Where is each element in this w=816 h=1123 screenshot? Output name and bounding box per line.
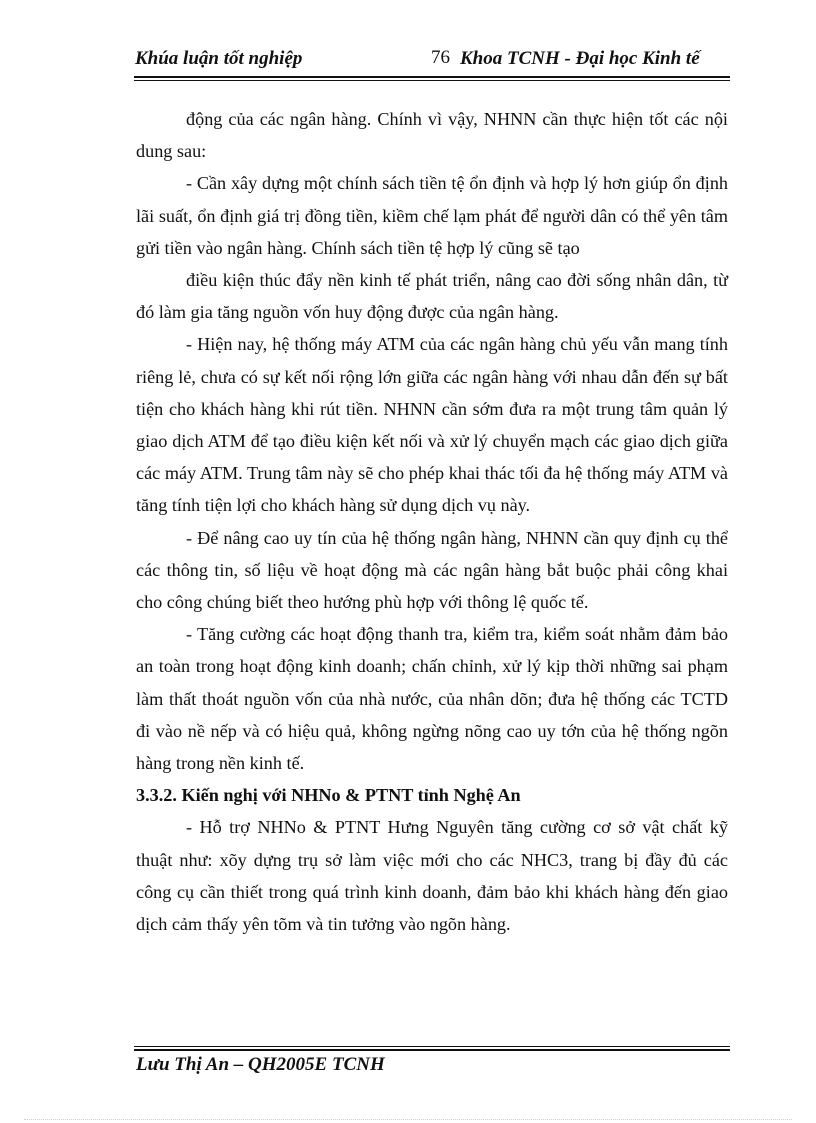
paragraph: điều kiện thúc đẩy nền kinh tế phát triển, nâng cao đời sống nhân dân, từ đó làm gia tăng nguồn vốn huy động được của ngân hàng.	[136, 270, 728, 323]
page-number: 76	[431, 47, 450, 68]
paragraph: - Để nâng cao uy tín của hệ thống ngân hàng, NHNN cần quy định cụ thể các thông tin, số liệu về hoạt động mà các ngân hàng bắt buộc phải công khai cho công chúng biết theo hướng phù hợp với thông lệ quốc tế.	[136, 527, 728, 613]
section-heading: 3.3.2. Kiến nghị với NHNo & PTNT tỉnh Nghệ An	[136, 785, 521, 806]
footer-rule-thick	[134, 1049, 730, 1051]
header-rule-thick	[134, 76, 730, 78]
header-thesis-title: Khúa luận tốt nghiệp	[135, 48, 303, 69]
paragraph: - Hiện nay, hệ thống máy ATM của các ngân hàng chủ yếu vẫn mang tính riêng lẻ, chưa có sự kết nối rộng lớn giữa các ngân hàng với nhau dẫn đến sự bất tiện cho khách hàng khi rút tiền. NHNN cần sớm đưa ra một trung tâm quản lý giao dịch ATM để tạo điều kiện kết nối và xử lý chuyển mạch các giao dịch giữa các máy ATM. Trung tâm này sẽ cho phép khai thác tối đa hệ thống máy ATM và tăng tính tiện lợi cho khách hàng sử dụng dịch vụ này.	[136, 334, 728, 516]
paragraph: - Cần xây dựng một chính sách tiền tệ ổn định và hợp lý hơn giúp ổn định lãi suất, ổn định giá trị đồng tiền, kiềm chế lạm phát để người dân có thể yên tâm gửi tiền vào ngân hàng. Chính sách tiền tệ hợp lý cũng sẽ tạo	[136, 173, 728, 258]
footer-rule-thin	[134, 1046, 730, 1047]
footer-author: Lưu Thị An – QH2005E TCNH	[136, 1054, 385, 1075]
header-rule-thin	[134, 80, 730, 81]
document-body	[136, 103, 728, 940]
paragraph: - Hỗ trợ NHNo & PTNT Hưng Nguyên tăng cường cơ sở vật chất kỹ thuật như: xõy dựng trụ sở làm việc mới cho các NHC3, trang bị đầy đủ các công cụ cần thiết trong quá trình kinh doanh, đảm bảo khi khách hàng đến giao dịch cảm thấy yên tõm và tin tưởng vào ngõn hàng.	[136, 817, 728, 935]
paragraph: - Tăng cường các hoạt động thanh tra, kiểm tra, kiểm soát nhằm đảm bảo an toàn trong hoạt động kinh doanh; chấn chỉnh, xử lý kịp thời những sai phạm làm thất thoát nguồn vốn của nhà nước, của nhân dõn; đưa hệ thống các TCTD đi vào nề nếp và có hiệu quả, không ngừng nõng cao uy tớn của hệ thống ngõn hàng trong nền kinh tế.	[136, 624, 728, 774]
header-faculty: Khoa TCNH - Đại học Kinh tế	[460, 48, 700, 69]
paragraph: động của các ngân hàng. Chính vì vậy, NHNN cần thực hiện tốt các nội dung sau:	[136, 109, 728, 162]
page-edge-divider	[24, 1119, 792, 1120]
page-header	[134, 46, 730, 76]
